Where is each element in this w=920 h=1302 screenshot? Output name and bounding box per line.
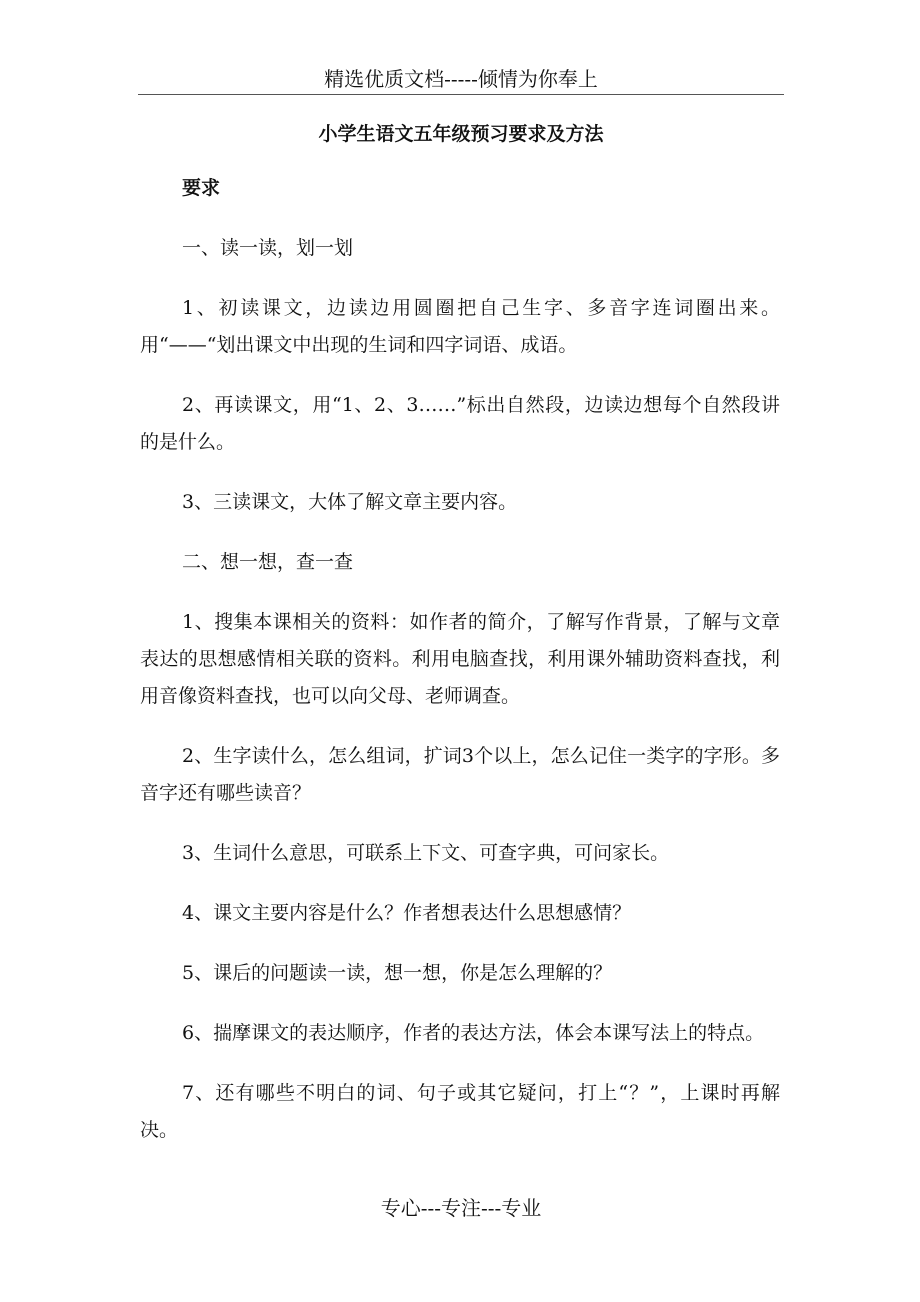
paragraph: 7、还有哪些不明白的词、句子或其它疑问，打上“？”，上课时再解决。 <box>140 1082 780 1141</box>
paragraph: 4、课文主要内容是什么？作者想表达什么思想感情？ <box>182 902 632 924</box>
paragraph: 6、揣摩课文的表达顺序，作者的表达方法，体会本课写法上的特点。 <box>182 1022 765 1044</box>
paragraph: 2、生字读什么，怎么组词，扩词3个以上，怎么记住一类字的字形。多音字还有哪些读音？ <box>140 745 780 804</box>
paragraph: 3、三读课文，大体了解文章主要内容。 <box>182 491 518 513</box>
section-heading-requirements: 要求 <box>182 177 221 199</box>
subsection-heading-read: 一、读一读，划一划 <box>182 237 354 259</box>
page-header: 精选优质文档-----倾情为你奉上 <box>324 67 598 91</box>
page-footer: 专心---专注---专业 <box>380 1196 542 1220</box>
paragraph: 1、初读课文，边读边用圆圈把自己生字、多音字连词圈出来。用“——“划出课文中出现的生词和四字词语、成语。 <box>140 297 780 356</box>
paragraph: 2、再读课文，用“1、2、3……”标出自然段，边读边想每个自然段讲的是什么。 <box>140 394 780 453</box>
document-body <box>140 170 780 1172</box>
document-title: 小学生语文五年级预习要求及方法 <box>318 123 604 145</box>
subsection-heading-think: 二、想一想，查一查 <box>182 551 354 573</box>
header-divider <box>138 94 784 95</box>
paragraph: 5、课后的问题读一读，想一想，你是怎么理解的？ <box>182 962 613 984</box>
paragraph: 3、生词什么意思，可联系上下文、可查字典，可问家长。 <box>182 842 670 864</box>
paragraph: 1、搜集本课相关的资料：如作者的简介，了解写作背景，了解与文章表达的思想感情相关联的资料。利用电脑查找，利用课外辅助资料查找，利用音像资料查找，也可以向父母、老师调查。 <box>140 611 780 707</box>
